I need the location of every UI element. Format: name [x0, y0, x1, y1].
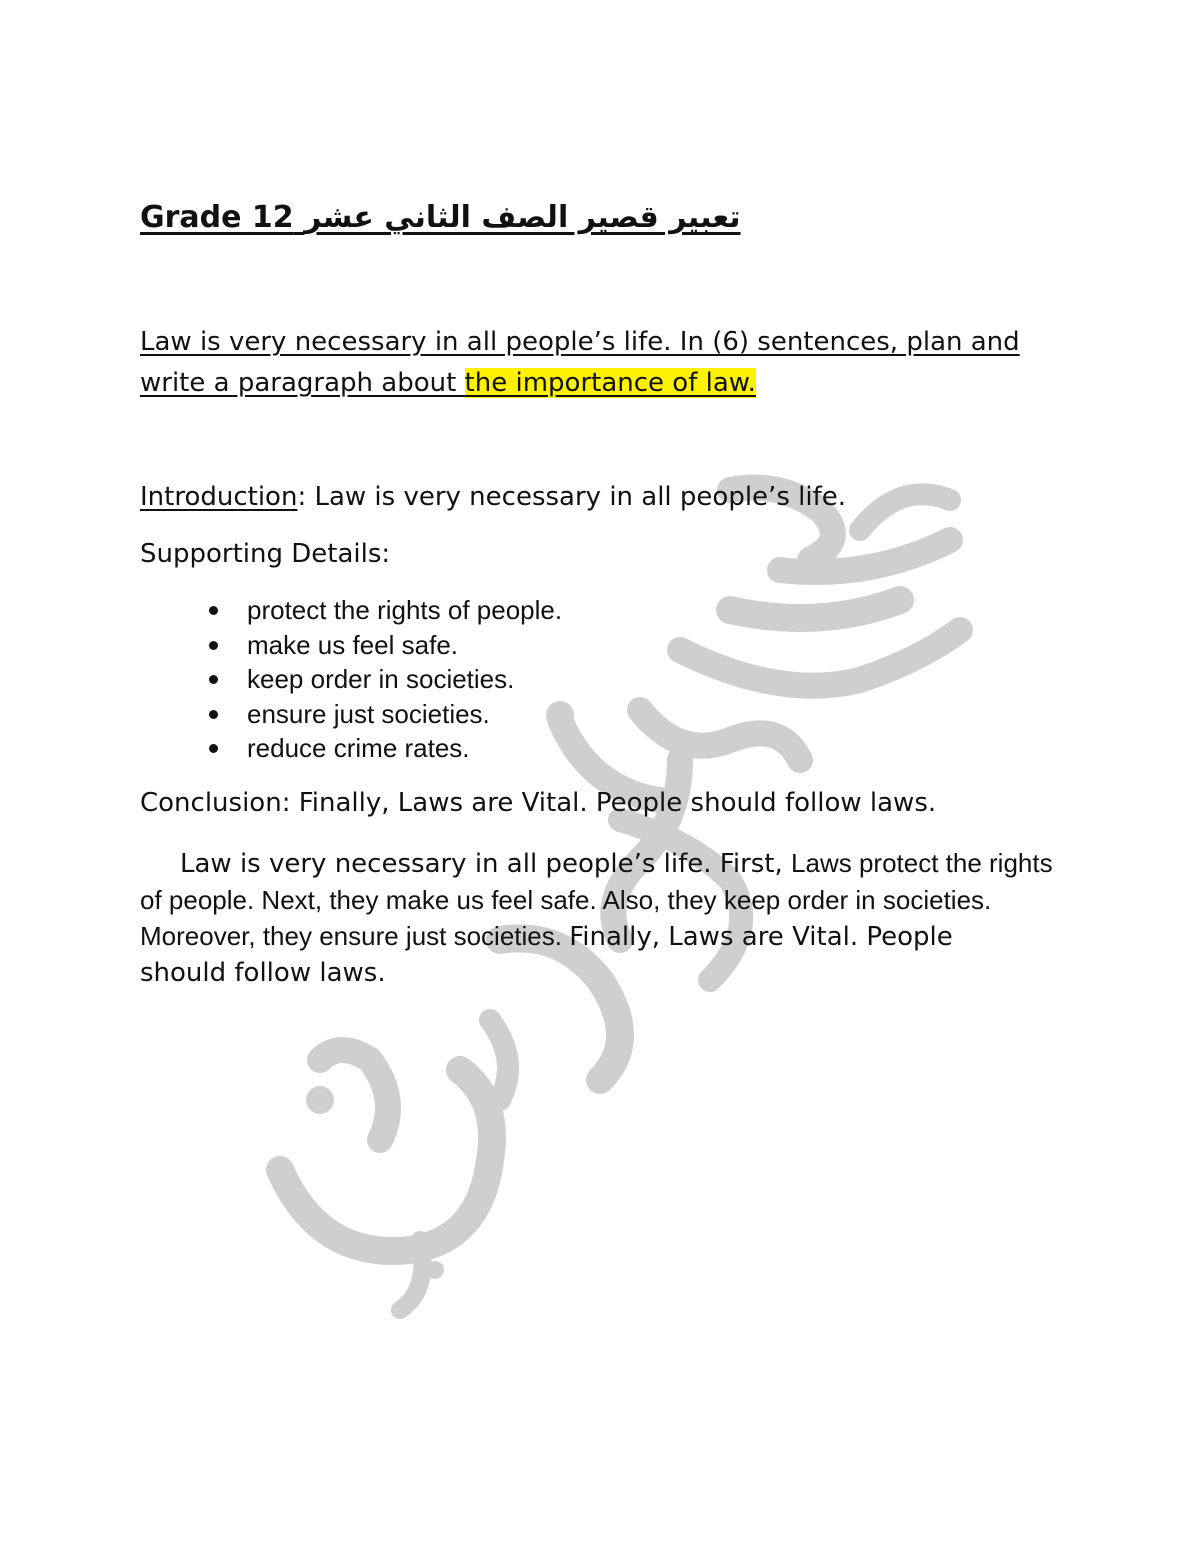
list-item [207, 732, 562, 767]
introduction [140, 482, 846, 512]
conclusion: Conclusion: Finally, Laws are Vital. People should follow laws. [140, 788, 937, 818]
introduction-text: : Law is very necessary in all people’s life. [297, 482, 846, 512]
paragraph-line-2: of people. Next, they make us feel safe. Also, they keep order in societies. [140, 885, 992, 915]
introduction-label: Introduction [140, 482, 298, 512]
paragraph-line-3 [140, 918, 1080, 955]
prompt-line-1: Law is very necessary in all people’s life. In (6) sentences, plan and [140, 327, 1020, 357]
paragraph-line-1b: Laws protect the rights [791, 848, 1053, 878]
list-item-text: ensure just societies. [247, 698, 490, 729]
paragraph-line-3b: Finally, Laws are Vital. People [569, 922, 953, 952]
list-item-text: protect the rights of people. [247, 595, 563, 625]
list-item-text: keep order in societies. [247, 664, 515, 694]
paragraph-line-1 [140, 845, 1080, 882]
bullet-icon [209, 710, 218, 719]
bullet-icon [209, 641, 218, 650]
paragraph-line-4: should follow laws. [140, 958, 386, 988]
list-item [207, 663, 562, 698]
list-item-text: reduce crime rates. [247, 733, 470, 763]
supporting-details-label: Supporting Details: [140, 539, 391, 569]
list-item [207, 698, 562, 733]
page-title [140, 200, 741, 235]
prompt-line-2: write a paragraph about [140, 368, 465, 398]
paragraph-line-3a: Moreover, they ensure just societies. [140, 921, 570, 951]
list-item [207, 629, 562, 664]
bullet-icon [209, 744, 218, 753]
supporting-details-list [207, 594, 562, 767]
list-item-text: make us feel safe. [247, 629, 458, 660]
paragraph-line-1a: Law is very necessary in all people’s life. First, [180, 849, 792, 879]
list-item [207, 594, 562, 629]
bullet-icon [209, 675, 218, 684]
bullet-icon [209, 606, 218, 615]
prompt-highlight: the importance of law. [464, 368, 756, 398]
title-arabic: تعبير قصير الصف الثاني عشر [304, 200, 741, 235]
writing-prompt [140, 322, 1040, 404]
model-paragraph [140, 845, 1080, 991]
title-latin: Grade 12 [140, 200, 294, 235]
